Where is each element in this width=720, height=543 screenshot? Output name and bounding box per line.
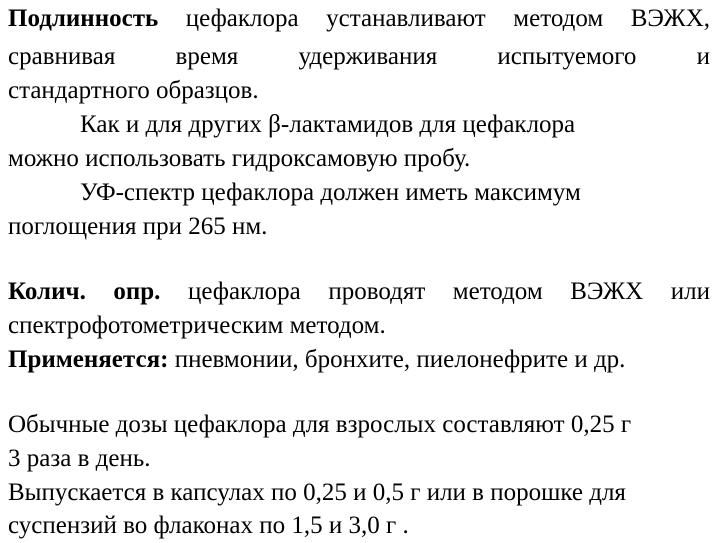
identity-line-2: сравнивая время удерживания испытуемого и	[8, 43, 710, 70]
usage-line	[8, 343, 625, 377]
usage-text: пневмонии, бронхите, пиелонефрите и др.	[168, 346, 626, 373]
quant-heading: Колич. опр.	[8, 278, 161, 305]
quant-line-1	[8, 275, 710, 309]
uv-line-2: поглощения при 265 нм.	[8, 213, 268, 240]
quant-line-2: спектрофотометрическим методом.	[8, 312, 386, 339]
release-line-1: Выпускается в капсулах по 0,25 и 0,5 г или в порошке для	[8, 479, 626, 506]
identity-heading: Подлинность	[8, 5, 159, 32]
hydroxamic-line-1: Как и для других β-лактамидов для цефаклора	[80, 111, 576, 138]
dosage-line-2: 3 раза в день.	[8, 445, 151, 472]
hydroxamic-line-2: можно использовать гидроксамовую пробу.	[8, 145, 471, 172]
dosage-line-1: Обычные дозы цефаклора для взрослых составляют 0,25 г	[8, 411, 632, 438]
release-line-2: суспензий во флаконах по 1,5 и 3,0 г .	[8, 512, 409, 539]
usage-heading: Применяется:	[8, 346, 169, 373]
identity-text-1: цефаклора устанавливают методом ВЭЖХ,	[158, 5, 710, 32]
uv-line-1: УФ-спектр цефаклора должен иметь максимум	[80, 179, 581, 206]
identity-line-3: стандартного образцов.	[8, 77, 259, 104]
identity-line-1	[8, 2, 710, 36]
quant-text-1: цефаклора проводят методом ВЭЖХ или	[160, 278, 710, 305]
